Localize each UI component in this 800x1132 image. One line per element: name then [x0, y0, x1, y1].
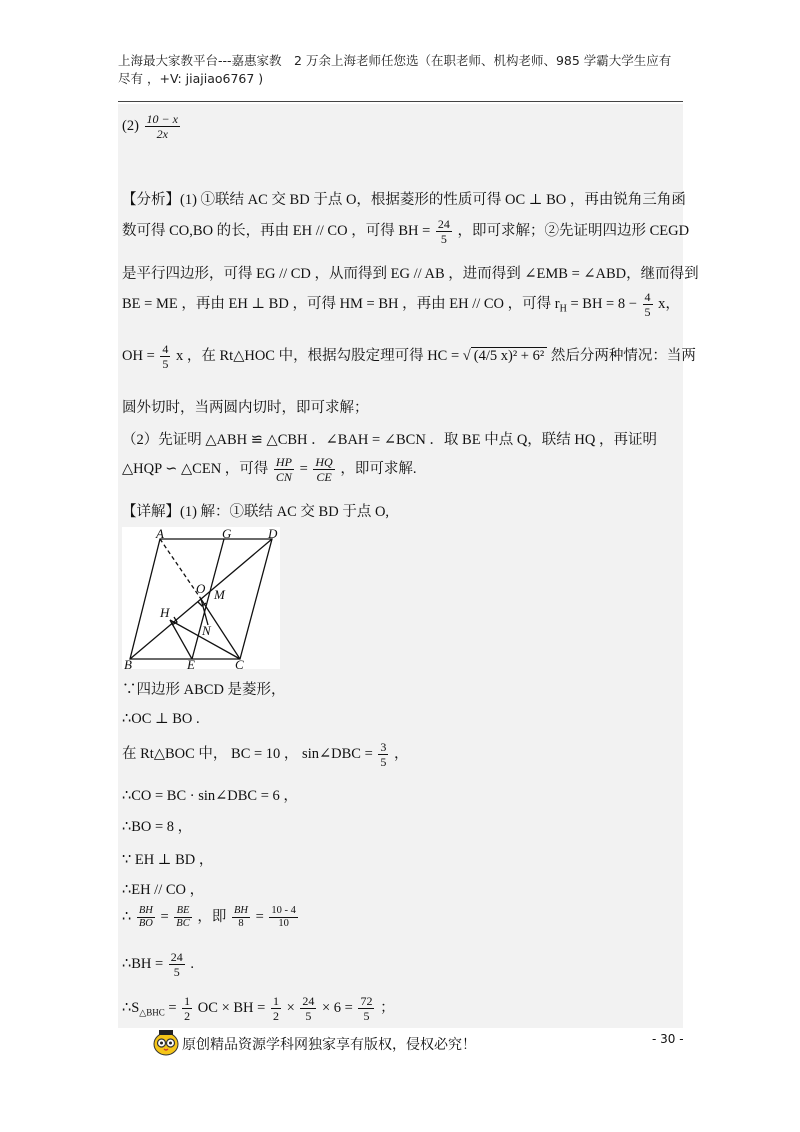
fraction-numerator: HP [274, 455, 294, 470]
analysis-line-1: 【分析】(1) ①联结 AC 交 BD 于点 O，根据菱形的性质可得 OC ⊥ BO ，再由锐角三角函 [122, 192, 686, 208]
fraction-numerator: 1 [184, 994, 191, 1008]
label-n: N [202, 623, 211, 638]
fraction [271, 994, 281, 1023]
fraction-numerator: BH [233, 905, 248, 917]
subscript: H [559, 303, 567, 315]
detail-text: ， [394, 745, 409, 762]
analysis-line-4 [122, 290, 680, 319]
fraction-denominator: 5 [173, 965, 180, 979]
fraction [313, 455, 334, 484]
fraction [300, 994, 316, 1023]
fraction-numerator: 4 [644, 290, 651, 304]
fraction-denominator: 2x [156, 127, 168, 141]
analysis-text: △HQP ∽ △CEN ，可得 [122, 460, 269, 477]
analysis-line-7: （2）先证明 △ABH ≌ △CBH ．∠BAH = ∠BCN ．取 BE 中点 Q，联结 HQ ，再证明 [122, 432, 657, 448]
detail-step-7: ∴EH // CO ， [122, 882, 205, 898]
analysis-text: ，即可求解. [340, 460, 417, 477]
detail-text: . [190, 955, 195, 972]
label-b: B [124, 657, 132, 669]
fraction [169, 950, 185, 979]
fraction-numerator: BE [174, 905, 191, 918]
fraction [436, 217, 452, 246]
page-number: - 30 - [652, 1032, 684, 1046]
page-header [118, 52, 678, 88]
label-h: H [160, 605, 170, 620]
fraction-denominator: 5 [380, 755, 387, 769]
detail-text: ，即 [197, 909, 227, 925]
label-e: E [187, 657, 195, 669]
answer-fraction [145, 112, 180, 141]
fraction-numerator: BH [138, 905, 153, 917]
fraction [174, 905, 191, 930]
analysis-line-2 [122, 217, 689, 246]
fraction [274, 455, 294, 484]
fraction-denominator: 2 [184, 1009, 191, 1023]
detail-text: ； [380, 999, 395, 1016]
label-m: M [214, 587, 225, 602]
analysis-text: 数可得 CO,BO 的长，再由 EH // CO ，可得 BH = [122, 222, 431, 239]
fraction [269, 905, 298, 930]
answer-label: (2) [122, 117, 139, 134]
fraction-denominator: 5 [363, 1009, 370, 1023]
analysis-line-5: OH = $\frac{4}{5}$ x ，在 Rt△HOC 中，根据勾股定理可得 HC = √ (4/5 x)² + 6² 然后分两种情况：当两 [122, 342, 696, 371]
geometry-diagram [122, 527, 280, 669]
analysis-text: OH = [122, 347, 155, 364]
analysis-text: BE = ME ，再由 EH ⊥ BD ，可得 HM = BH ，再由 EH // CO ，可得 r [122, 295, 560, 312]
fraction-numerator: 3 [380, 740, 387, 754]
analysis-text: 然后分两种情况：当两 [550, 347, 696, 364]
fraction-denominator: 5 [644, 305, 651, 319]
detail-step-6: ∵ EH ⊥ BD ， [122, 852, 214, 868]
equals-sign: = [160, 909, 169, 925]
fraction-numerator: 10 - 4 [271, 905, 296, 917]
analysis-line-6: 圆外切时，当两圆内切时，即可求解； [122, 400, 369, 416]
fraction [137, 905, 155, 930]
fraction-denominator: BC [176, 918, 190, 930]
subscript: △BHC [139, 1007, 165, 1018]
detail-text: × 6 = [322, 999, 353, 1016]
fraction-numerator: 72 [360, 994, 373, 1008]
fraction-denominator: BO [138, 918, 153, 930]
fraction-denominator: 5 [440, 232, 447, 246]
rhombus-figure [122, 527, 280, 669]
equals-sign: = [299, 460, 308, 477]
fraction-denominator: 5 [162, 357, 169, 371]
detail-text: ∴BH = [122, 955, 164, 972]
analysis-line-8 [122, 455, 416, 484]
header-line-2: 尽有 ，+V: jiajiao6767 ) [118, 71, 264, 86]
fraction [378, 740, 388, 769]
analysis-text: ，即可求解；②先证明四边形 CEGD [457, 222, 690, 239]
detail-text: ∴S [122, 999, 140, 1016]
fraction-numerator: 24 [170, 950, 183, 964]
fraction-denominator: CN [275, 470, 292, 484]
detail-step-3 [122, 740, 409, 769]
fraction-numerator: HQ [315, 455, 333, 469]
fraction-numerator: 10 − x [146, 112, 178, 126]
header-line-1: 上海最大家教平台---嘉惠家教 2 万余上海老师任您选（在职老师、机构老师、985 学霸大学生应有 [118, 53, 672, 68]
detail-step-1: ∵四边形 ABCD 是菱形， [122, 682, 286, 698]
fraction-denominator: CE [316, 470, 332, 484]
fraction-numerator: 24 [437, 217, 450, 231]
fraction-numerator: 4 [162, 342, 169, 356]
analysis-text: x ，在 Rt△HOC 中，根据勾股定理可得 HC = [176, 347, 460, 364]
label-d: D [268, 527, 278, 541]
analysis-text: x， [658, 295, 680, 312]
fraction-numerator: 1 [272, 994, 279, 1008]
detail-text: OC × BH = [197, 999, 266, 1016]
label-a: A [156, 527, 164, 541]
fraction-denominator: 10 [278, 918, 289, 930]
owl-mascot-icon [152, 1028, 180, 1056]
detail-text: = [164, 999, 177, 1016]
fraction [358, 994, 374, 1023]
fraction [232, 905, 250, 930]
label-g: G [222, 527, 232, 541]
fraction [160, 342, 170, 371]
diagonal-ac-dashed [160, 539, 201, 599]
detail-step-2: ∴OC ⊥ BO . [122, 711, 200, 727]
fraction-denominator: 8 [238, 918, 244, 930]
detail-text: 在 Rt△BOC 中， BC = 10 ， sin∠DBC = [122, 745, 373, 762]
detail-step-8 [122, 905, 300, 930]
label-c: C [235, 657, 244, 669]
fraction [643, 290, 653, 319]
fraction-denominator: 2 [272, 1009, 279, 1023]
analysis-text: = BH = 8 − [566, 295, 637, 312]
label-o: O [196, 581, 206, 596]
copyright-notice: 原创精品资源学科网独家享有版权，侵权必究！ [182, 1037, 476, 1053]
header-divider [118, 101, 683, 102]
fraction [182, 994, 192, 1023]
detail-text: ∴ [122, 909, 132, 925]
detail-step-4: ∴CO = BC · sin∠DBC = 6 ， [122, 788, 298, 804]
equals-sign: = [255, 909, 264, 925]
detail-text: × [286, 999, 295, 1016]
detail-step-5: ∴BO = 8 ， [122, 819, 193, 835]
fraction-denominator: 5 [305, 1009, 312, 1023]
fraction-numerator: 24 [302, 994, 315, 1008]
detail-line-1: 【详解】(1) 解：①联结 AC 交 BD 于点 O, [122, 504, 390, 520]
detail-step-9 [122, 950, 194, 979]
part2-answer [122, 112, 182, 141]
analysis-line-3: 是平行四边形，可得 EG // CD ，从而得到 EG // AB ，进而得到 ∠EMB = ∠ABD，继而得到 [122, 266, 699, 282]
sqrt-expression: (4/5 x)² + 6² [471, 347, 547, 365]
detail-step-10 [122, 994, 395, 1023]
